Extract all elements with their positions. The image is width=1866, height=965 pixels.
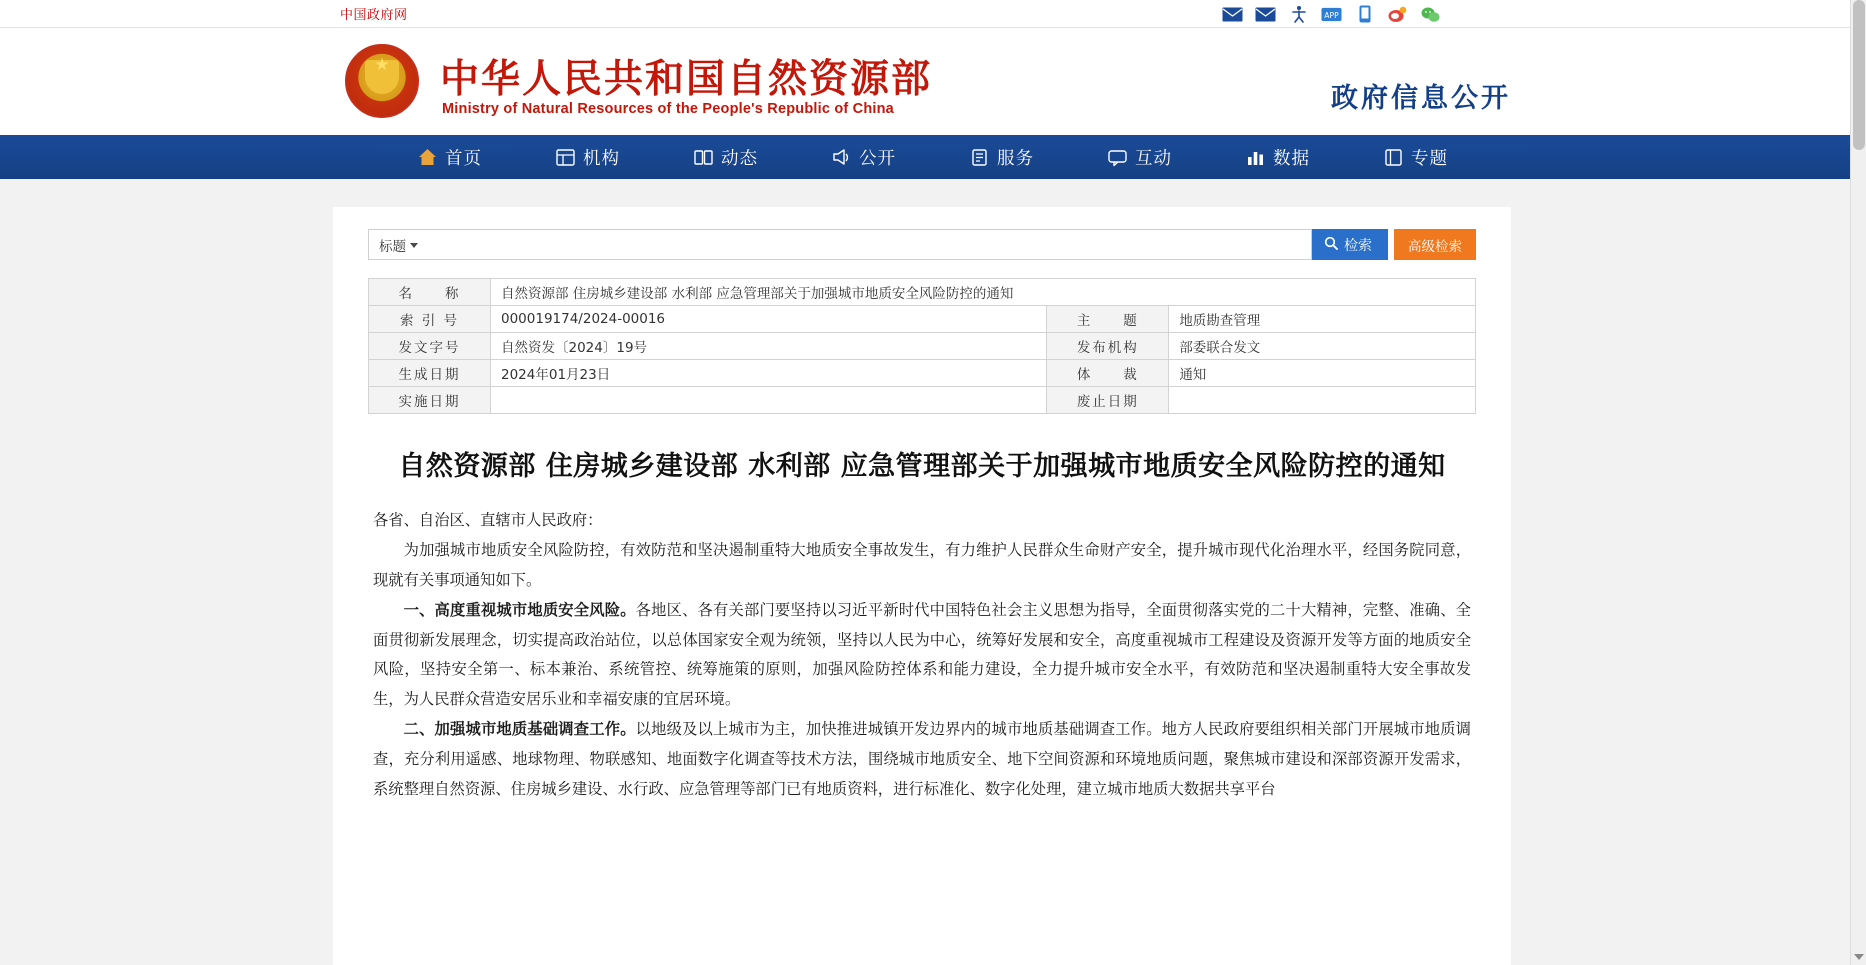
gov-portal-link[interactable]: 中国政府网 xyxy=(340,7,408,22)
meta-label-subject: 主 题 xyxy=(1047,306,1169,333)
weibo-icon[interactable] xyxy=(1387,6,1408,23)
page-title: 自然资源部 住房城乡建设部 水利部 应急管理部关于加强城市地质安全风险防控的通知 xyxy=(398,451,1446,482)
site-title-cn: 中华人民共和国自然资源部 xyxy=(440,57,933,102)
content-panel xyxy=(333,207,1511,965)
gov-info-disclosure-title: 政府信息公开 xyxy=(1331,83,1511,114)
table-row xyxy=(369,279,1476,306)
masthead xyxy=(0,28,1866,135)
meta-value-genre: 通知 xyxy=(1169,360,1476,387)
document-metadata-table xyxy=(368,278,1476,414)
meta-label-genre: 体 裁 xyxy=(1047,360,1169,387)
meta-label-docnumber: 发文字号 xyxy=(369,333,491,360)
search-button-label: 检索 xyxy=(1344,237,1372,254)
metadata-table-wrap xyxy=(333,278,1511,414)
meta-value-name: 自然资源部 住房城乡建设部 水利部 应急管理部关于加强城市地质安全风险防控的通知 xyxy=(491,279,1476,306)
meta-value-issuer: 部委联合发文 xyxy=(1169,333,1476,360)
top-bar xyxy=(0,0,1866,28)
nav-label: 机构 xyxy=(583,148,620,169)
article xyxy=(333,414,1511,805)
news-icon xyxy=(694,148,713,167)
meta-label-effective: 实施日期 xyxy=(369,387,491,414)
meta-label-issuer: 发布机构 xyxy=(1047,333,1169,360)
book-icon xyxy=(1384,148,1403,167)
nav-item-interaction[interactable] xyxy=(1071,145,1209,170)
nav-label: 公开 xyxy=(859,148,896,169)
nav-item-news[interactable] xyxy=(657,145,795,170)
page-scrollbar[interactable] xyxy=(1850,0,1866,965)
table-row xyxy=(369,360,1476,387)
nav-item-topics[interactable] xyxy=(1347,145,1485,170)
search-button[interactable] xyxy=(1312,229,1388,260)
meta-label-index: 索 引 号 xyxy=(369,306,491,333)
mobile-icon[interactable] xyxy=(1354,6,1375,23)
nav-item-home[interactable] xyxy=(381,145,519,170)
article-paragraph-1: 为加强城市地质安全风险防控，有效防范和坚决遏制重特大地质安全事故发生，有力维护人民群众生命财产安全，提升城市现代化治理水平，经国务院同意，现就有关事项通知如下。 xyxy=(373,541,1471,589)
top-bar-icons xyxy=(1222,0,1441,28)
meta-value-docnumber: 自然资发〔2024〕19号 xyxy=(491,333,1047,360)
svg-text:APP: APP xyxy=(1324,10,1339,20)
search-input[interactable] xyxy=(427,229,1312,260)
nav-item-data[interactable] xyxy=(1209,145,1347,170)
meta-label-name: 名 称 xyxy=(369,279,491,306)
chat-icon xyxy=(1108,148,1127,167)
mail-alt-icon[interactable] xyxy=(1255,6,1276,23)
meta-value-effective xyxy=(491,387,1047,414)
main-nav xyxy=(0,135,1866,179)
article-body xyxy=(373,506,1471,804)
nav-item-organization[interactable] xyxy=(519,145,657,170)
nav-label: 首页 xyxy=(445,148,482,169)
clipboard-icon xyxy=(970,148,989,167)
meta-value-index: 000019174/2024-00016 xyxy=(491,306,1047,333)
nav-label: 动态 xyxy=(721,148,758,169)
search-scope-select[interactable] xyxy=(368,229,427,260)
accessibility-icon[interactable] xyxy=(1288,6,1309,23)
search-scope-label: 标题 xyxy=(379,238,406,254)
meta-label-repealed: 废止日期 xyxy=(1047,387,1169,414)
article-paragraph-3: 二、加强城市地质基础调查工作。以地级及以上城市为主，加快推进城镇开发边界内的城市地质基础调查工作。地方人民政府要组织相关部门开展城市地质调查，充分利用遥感、地球物理、物联感知、地面数字化调查等技术方法，围绕城市地质安全、地下空间资源和环境地质问题，聚焦城市建设和深部资源开发需求，系统整理自然资源、住房城乡建设、水行政、应急管理等部门已有地质资料，进行标准化、数字化处理，建立城市地质大数据共享平台 xyxy=(373,720,1471,798)
search-bar xyxy=(333,207,1511,278)
nav-item-disclosure[interactable] xyxy=(795,145,933,170)
mail-icon[interactable] xyxy=(1222,6,1243,23)
chevron-down-icon xyxy=(410,243,418,248)
meta-label-created: 生成日期 xyxy=(369,360,491,387)
nav-label: 服务 xyxy=(997,148,1034,169)
building-icon xyxy=(556,148,575,167)
advanced-search-button[interactable]: 高级检索 xyxy=(1394,229,1476,260)
nav-label: 专题 xyxy=(1411,148,1448,169)
table-row xyxy=(369,333,1476,360)
home-icon xyxy=(418,148,437,167)
nav-label: 数据 xyxy=(1273,148,1310,169)
nav-label: 互动 xyxy=(1135,148,1172,169)
scroll-down-icon[interactable] xyxy=(1854,954,1864,960)
article-paragraph-2: 一、高度重视城市地质安全风险。各地区、各有关部门要坚持以习近平新时代中国特色社会主义思想为指导，全面贯彻落实党的二十大精神，完整、准确、全面贯彻新发展理念，切实提高政治站位，以总体国家安全观为统领，坚持以人民为中心，统筹好发展和安全，高度重视城市工程建设及资源开发等方面的地质安全风险，坚持安全第一、标本兼治、系统管控、统筹施策的原则，加强风险防控体系和能力建设，全力提升城市安全水平，有效防范和坚决遏制重特大安全事故发生，为人民群众营造安居乐业和幸福安康的宜居环境。 xyxy=(373,600,1471,709)
table-row xyxy=(369,306,1476,333)
meta-value-repealed xyxy=(1169,387,1476,414)
table-row xyxy=(369,387,1476,414)
chart-icon xyxy=(1246,148,1265,167)
wechat-icon[interactable] xyxy=(1420,6,1441,23)
nav-item-service[interactable] xyxy=(933,145,1071,170)
scrollbar-thumb[interactable] xyxy=(1853,0,1865,150)
meta-value-created: 2024年01月23日 xyxy=(491,360,1047,387)
article-salutation: 各省、自治区、直辖市人民政府： xyxy=(373,511,603,530)
national-emblem-icon xyxy=(345,44,419,118)
meta-value-subject: 地质勘查管理 xyxy=(1169,306,1476,333)
search-icon xyxy=(1324,236,1338,254)
app-icon[interactable] xyxy=(1321,6,1342,23)
speaker-icon xyxy=(832,148,851,167)
site-title-en: Ministry of Natural Resources of the People's Republic of China xyxy=(442,101,894,117)
